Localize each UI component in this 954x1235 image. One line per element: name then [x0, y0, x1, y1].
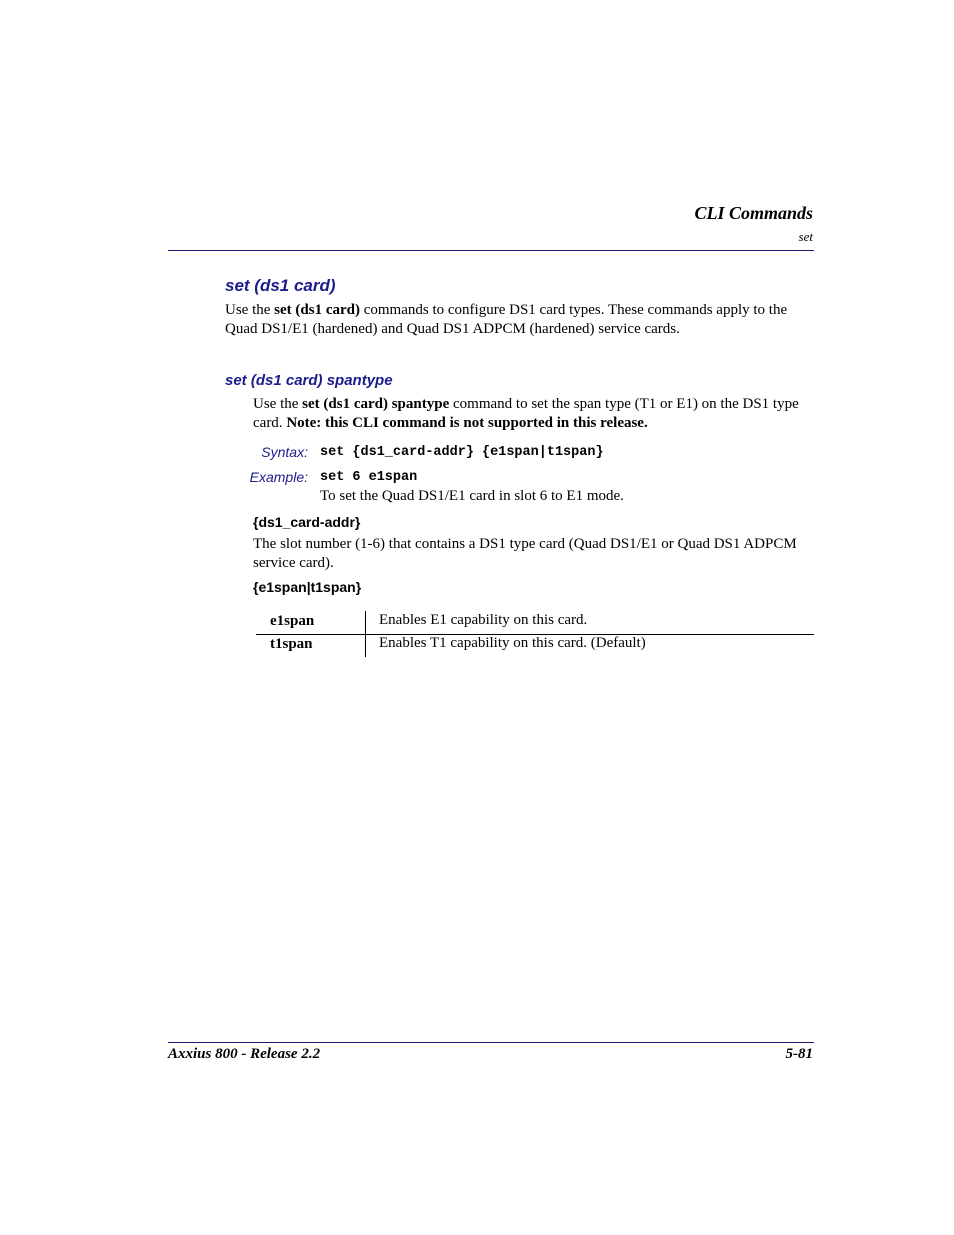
intro-line-1: Use the set (ds1 card) commands to configure DS1 card types. These commands apply to the: [225, 302, 788, 318]
chapter-subtitle: set: [798, 229, 813, 244]
option-description: Enables T1 capability on this card. (Default): [379, 635, 646, 651]
chapter-title: CLI Commands: [694, 203, 813, 223]
span-options-table: [256, 611, 814, 657]
syntax-label: Syntax:: [261, 444, 308, 460]
subsection-title: set (ds1 card) spantype: [225, 372, 393, 389]
section-intro: [225, 301, 825, 339]
table-row: [256, 611, 814, 634]
subsection-desc: [253, 395, 823, 433]
syntax-code: set {ds1_card-addr} {e1span|t1span}: [320, 445, 604, 460]
section-title: set (ds1 card): [225, 276, 336, 295]
option-description: Enables E1 capability on this card.: [379, 612, 588, 628]
example-label: Example:: [249, 469, 308, 485]
intro-line-2: Quad DS1/E1 (hardened) and Quad DS1 ADPCM (hardened) service cards.: [225, 321, 680, 337]
desc-line-2: card. Note: this CLI command is not supported in this release.: [253, 415, 648, 431]
option-name: t1span: [270, 636, 313, 652]
desc-line-1: Use the set (ds1 card) spantype command to set the span type (T1 or E1) on the DS1 type: [253, 396, 799, 412]
param-name-span: {e1span|t1span}: [253, 579, 362, 595]
param-desc-ds1-card-addr: The slot number (1-6) that contains a DS1 type card (Quad DS1/E1 or Quad DS1 ADPCM service card).: [253, 536, 797, 571]
footer-rule: [168, 1042, 814, 1043]
param-name-ds1-card-addr: {ds1_card-addr}: [253, 514, 361, 530]
footer-doc-title: Axxius 800 - Release 2.2: [168, 1046, 321, 1062]
option-name: e1span: [270, 613, 315, 629]
page-number: 5-81: [785, 1046, 813, 1062]
example-description: To set the Quad DS1/E1 card in slot 6 to E1 mode.: [320, 488, 624, 504]
table-row: [256, 634, 814, 657]
header-rule: [168, 250, 814, 251]
note-text: Note: this CLI command is not supported in this release.: [286, 415, 648, 431]
example-code: set 6 e1span: [320, 470, 418, 485]
